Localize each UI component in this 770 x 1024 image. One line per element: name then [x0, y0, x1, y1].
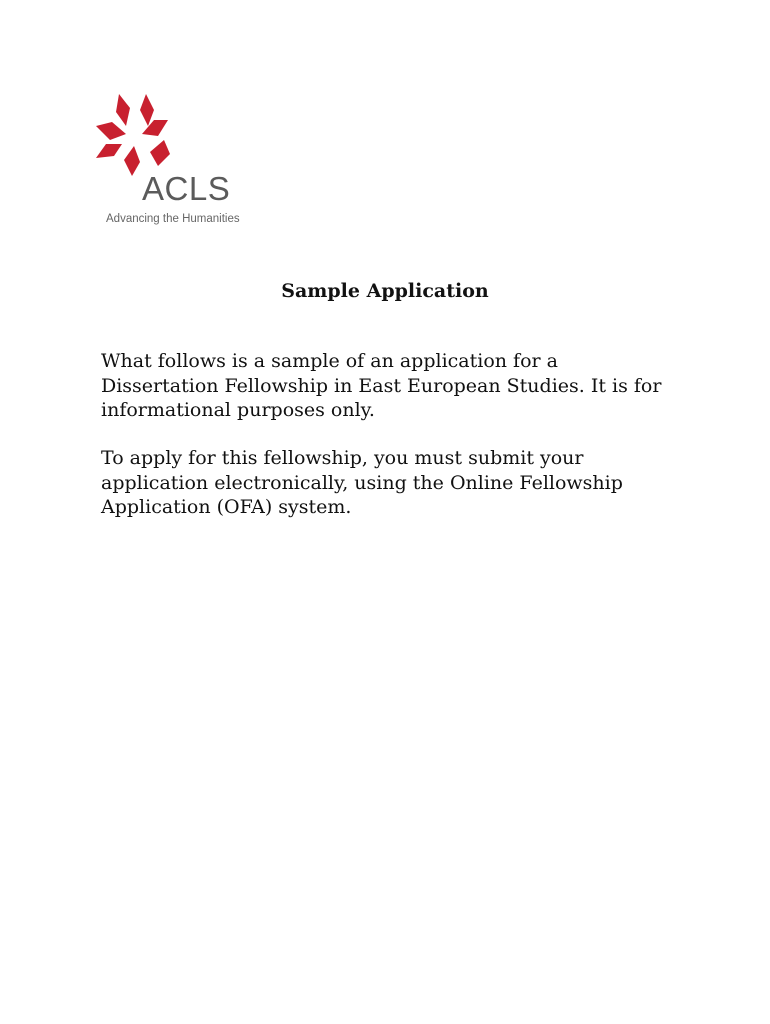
- instructions-paragraph: To apply for this fellowship, you must submit your application electronically, using the Online Fellowship Application (OFA) system.: [101, 447, 623, 518]
- acls-logo: [92, 92, 242, 232]
- page-title: Sample Application: [281, 280, 489, 302]
- intro-paragraph: What follows is a sample of an application for a Dissertation Fellowship in East European Studies. It is for informational purposes only.: [101, 350, 662, 421]
- logo-name: ACLS: [142, 170, 231, 207]
- logo-tagline: Advancing the Humanities: [106, 213, 240, 225]
- acls-star-mark-icon: [92, 92, 182, 182]
